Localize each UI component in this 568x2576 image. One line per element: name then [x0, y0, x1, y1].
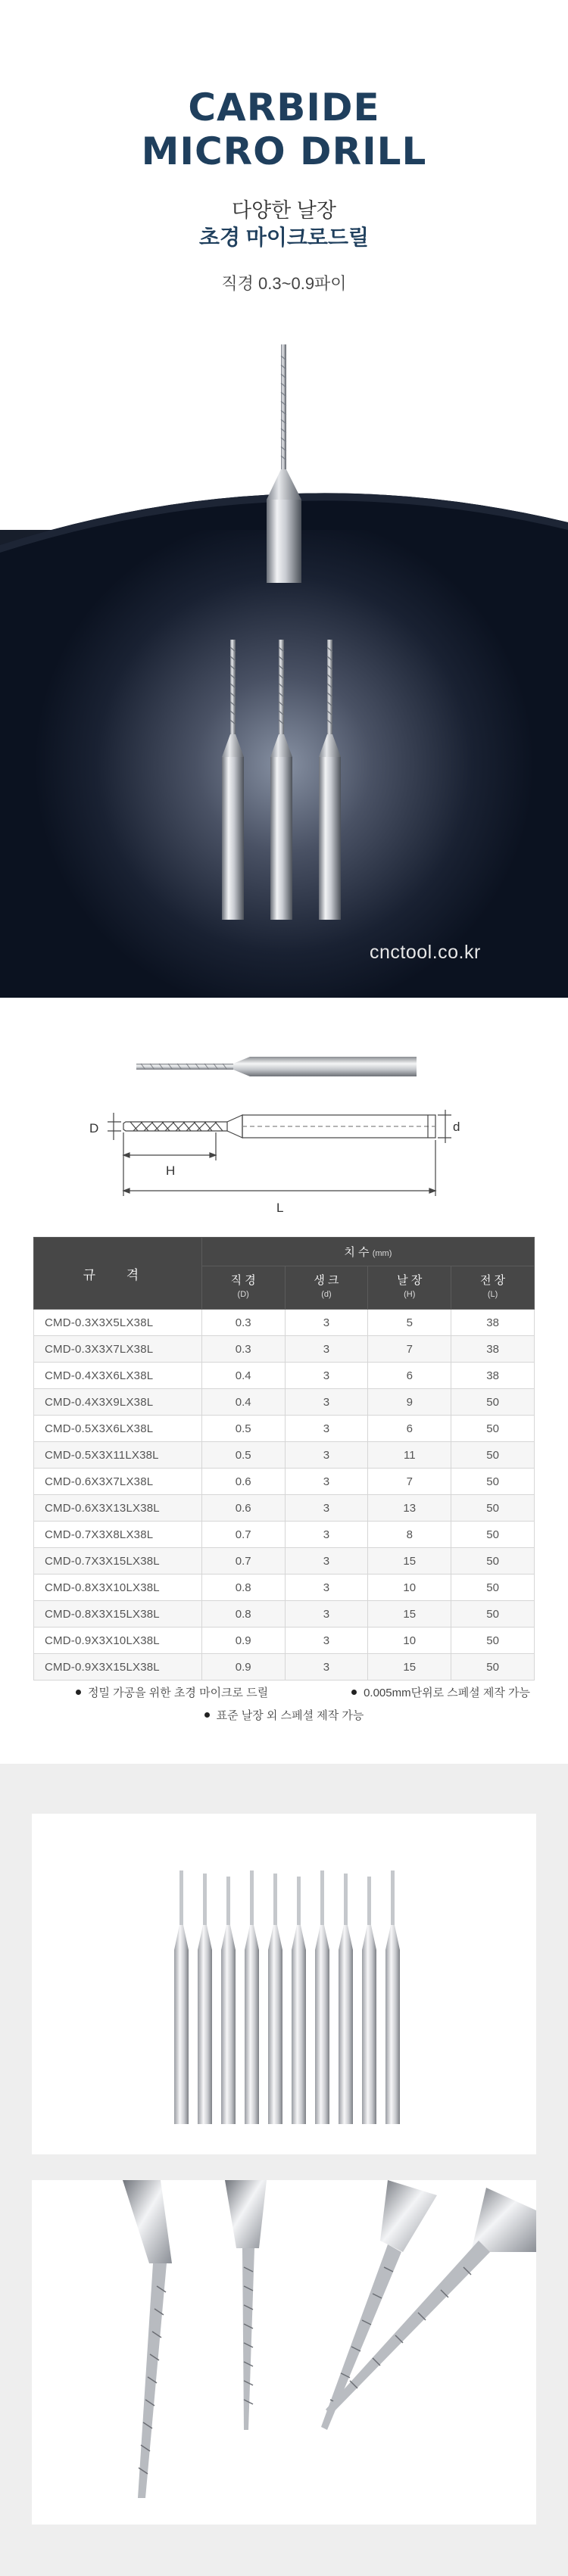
cell-D: 0.8: [201, 1601, 285, 1628]
spec-table: [33, 1237, 535, 1680]
cell-H: 15: [368, 1654, 451, 1680]
cell-H: 15: [368, 1548, 451, 1575]
table-row: [34, 1442, 535, 1469]
lineup-drill: [362, 1877, 376, 2124]
cell-L: 50: [451, 1389, 535, 1416]
cell-L: 38: [451, 1336, 535, 1363]
cell-H: 10: [368, 1628, 451, 1654]
cell-H: 8: [368, 1522, 451, 1548]
hero-diameter-range: 직경 0.3~0.9파이: [221, 274, 347, 293]
label-d: d: [453, 1120, 460, 1134]
cell-model: CMD-0.6X3X7LX38L: [34, 1469, 202, 1495]
cell-H: 15: [368, 1601, 451, 1628]
cell-H: 5: [368, 1310, 451, 1336]
cell-model: CMD-0.4X3X6LX38L: [34, 1363, 202, 1389]
note-item: 표준 날장 외 스페셜 제작 가능: [0, 1707, 568, 1723]
cell-D: 0.7: [201, 1522, 285, 1548]
cell-H: 6: [368, 1416, 451, 1442]
cell-L: 50: [451, 1548, 535, 1575]
cell-model: CMD-0.3X3X7LX38L: [34, 1336, 202, 1363]
product-photo-closeup: [32, 2180, 536, 2525]
hero-section: [0, 0, 568, 998]
drill-closeup-graphic: [32, 2180, 536, 2525]
table-row: [34, 1495, 535, 1522]
cell-model: CMD-0.9X3X10LX38L: [34, 1628, 202, 1654]
product-drill-photo: [136, 1057, 417, 1076]
table-row: [34, 1628, 535, 1654]
table-row: [34, 1575, 535, 1601]
cell-L: 50: [451, 1575, 535, 1601]
hero-title-line1: CARBIDE: [188, 86, 380, 129]
label-D: D: [89, 1121, 99, 1135]
lineup-drill: [292, 1877, 306, 2124]
cell-H: 9: [368, 1389, 451, 1416]
table-row: [34, 1548, 535, 1575]
product-photo-lineup: [32, 1814, 536, 2154]
cell-model: CMD-0.5X3X6LX38L: [34, 1416, 202, 1442]
cell-D: 0.4: [201, 1389, 285, 1416]
cell-model: CMD-0.3X3X5LX38L: [34, 1310, 202, 1336]
lineup-drill: [315, 1870, 329, 2124]
lineup-drill: [339, 1874, 353, 2124]
cell-d: 3: [285, 1416, 368, 1442]
lineup-drill: [245, 1870, 259, 2124]
cell-L: 50: [451, 1416, 535, 1442]
cell-D: 0.3: [201, 1336, 285, 1363]
column-header: 날 장 (H): [368, 1266, 451, 1310]
cell-model: CMD-0.7X3X8LX38L: [34, 1522, 202, 1548]
cell-model: CMD-0.5X3X11LX38L: [34, 1442, 202, 1469]
cell-L: 50: [451, 1495, 535, 1522]
cell-D: 0.9: [201, 1654, 285, 1680]
hero-domain: cnctool.co.kr: [370, 942, 481, 963]
top-drill-graphic: [267, 344, 301, 583]
cell-H: 6: [368, 1363, 451, 1389]
cell-model: CMD-0.4X3X9LX38L: [34, 1389, 202, 1416]
cell-model: CMD-0.7X3X15LX38L: [34, 1548, 202, 1575]
table-row: [34, 1389, 535, 1416]
note-item: 0.005mm단위로 스페셜 제작 가능: [351, 1684, 530, 1700]
table-row: [34, 1363, 535, 1389]
cell-d: 3: [285, 1469, 368, 1495]
cell-L: 50: [451, 1442, 535, 1469]
cell-D: 0.5: [201, 1442, 285, 1469]
hero-title-line2: MICRO DRILL: [141, 129, 427, 173]
cell-d: 3: [285, 1575, 368, 1601]
cell-d: 3: [285, 1628, 368, 1654]
cell-D: 0.5: [201, 1416, 285, 1442]
label-L: L: [276, 1201, 284, 1215]
cell-d: 3: [285, 1654, 368, 1680]
cell-H: 13: [368, 1495, 451, 1522]
cell-H: 10: [368, 1575, 451, 1601]
table-row: [34, 1336, 535, 1363]
cell-L: 50: [451, 1469, 535, 1495]
cell-d: 3: [285, 1389, 368, 1416]
note-item: 정밀 가공을 위한 초경 마이크로 드릴: [76, 1684, 268, 1700]
hero-subtitle-line1: 다양한 날장: [232, 199, 336, 222]
cell-L: 50: [451, 1601, 535, 1628]
lineup-drill: [268, 1874, 282, 2124]
cell-model: CMD-0.6X3X13LX38L: [34, 1495, 202, 1522]
cell-D: 0.6: [201, 1495, 285, 1522]
cell-D: 0.8: [201, 1575, 285, 1601]
cell-D: 0.4: [201, 1363, 285, 1389]
hero-subtitle-line2: 초경 마이크로드릴: [198, 226, 370, 249]
cell-L: 50: [451, 1628, 535, 1654]
cell-L: 50: [451, 1654, 535, 1680]
lineup-drill: [221, 1877, 236, 2124]
cell-d: 3: [285, 1310, 368, 1336]
cell-D: 0.9: [201, 1628, 285, 1654]
cell-d: 3: [285, 1495, 368, 1522]
cell-L: 38: [451, 1310, 535, 1336]
table-row: [34, 1469, 535, 1495]
cell-D: 0.3: [201, 1310, 285, 1336]
cell-d: 3: [285, 1442, 368, 1469]
cell-d: 3: [285, 1601, 368, 1628]
table-row: [34, 1310, 535, 1336]
cell-D: 0.6: [201, 1469, 285, 1495]
table-row: [34, 1601, 535, 1628]
label-H: H: [166, 1163, 176, 1178]
table-row: [34, 1522, 535, 1548]
table-row: [34, 1416, 535, 1442]
cell-d: 3: [285, 1336, 368, 1363]
technical-drawing: [108, 1110, 451, 1196]
header-dimensions: 치 수 (mm): [201, 1238, 534, 1266]
column-header: 전 장 (L): [451, 1266, 535, 1310]
cell-H: 7: [368, 1469, 451, 1495]
cell-H: 11: [368, 1442, 451, 1469]
bullet-icon: [351, 1690, 357, 1695]
column-header: 직 경 (D): [201, 1266, 285, 1310]
table-row: [34, 1654, 535, 1680]
drill-lineup-graphic: [32, 1814, 536, 2154]
lineup-drill: [198, 1874, 212, 2124]
cell-D: 0.7: [201, 1548, 285, 1575]
lineup-drill: [174, 1870, 189, 2124]
cell-model: CMD-0.9X3X15LX38L: [34, 1654, 202, 1680]
bullet-icon: [204, 1712, 210, 1718]
column-header: 생 크 (d): [285, 1266, 368, 1310]
cell-H: 7: [368, 1336, 451, 1363]
lineup-drill: [385, 1870, 400, 2124]
cell-d: 3: [285, 1548, 368, 1575]
dimension-diagram: [0, 998, 568, 1225]
header-spec: 규 격: [34, 1238, 202, 1310]
cell-d: 3: [285, 1522, 368, 1548]
bullet-icon: [76, 1690, 81, 1695]
cell-model: CMD-0.8X3X15LX38L: [34, 1601, 202, 1628]
cell-d: 3: [285, 1363, 368, 1389]
cell-L: 50: [451, 1522, 535, 1548]
cell-model: CMD-0.8X3X10LX38L: [34, 1575, 202, 1601]
cell-L: 38: [451, 1363, 535, 1389]
